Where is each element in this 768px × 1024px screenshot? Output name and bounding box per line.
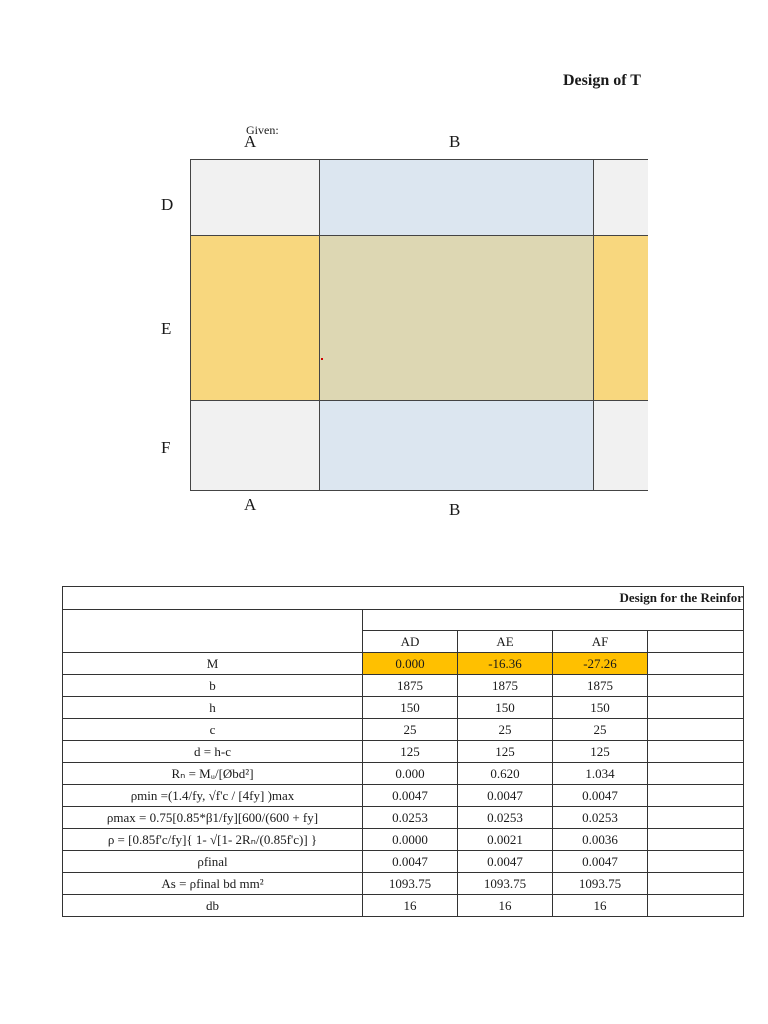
value-cell: 25 bbox=[363, 719, 458, 741]
value-cell: 1875 bbox=[553, 675, 648, 697]
table-row bbox=[63, 719, 744, 741]
table-row bbox=[63, 873, 744, 895]
value-cell-empty bbox=[648, 719, 744, 741]
column-header: AF bbox=[553, 631, 648, 653]
row-label: ρmin =(1.4/fy, √f'c / [4fy] )max bbox=[63, 785, 363, 807]
value-cell-empty bbox=[648, 653, 744, 675]
given-label: Given: bbox=[246, 123, 279, 137]
value-cell: 0.0047 bbox=[553, 851, 648, 873]
header-blank-span bbox=[363, 610, 744, 631]
reinforcement-design-table bbox=[62, 586, 744, 917]
value-cell-empty bbox=[648, 763, 744, 785]
row-label: ρfinal bbox=[63, 851, 363, 873]
value-cell: 1.034 bbox=[553, 763, 648, 785]
value-cell: 0.0047 bbox=[553, 785, 648, 807]
top-label-a: A bbox=[244, 132, 257, 151]
column-header: AE bbox=[458, 631, 553, 653]
value-cell: -16.36 bbox=[458, 653, 553, 675]
panel-cd bbox=[593, 159, 648, 236]
value-cell: 16 bbox=[458, 895, 553, 917]
table-row bbox=[63, 653, 744, 675]
value-cell: 1875 bbox=[458, 675, 553, 697]
value-cell: 0.000 bbox=[363, 653, 458, 675]
value-cell: 25 bbox=[553, 719, 648, 741]
value-cell: 0.0047 bbox=[458, 851, 553, 873]
table-title-row bbox=[63, 587, 744, 610]
row-label: M bbox=[63, 653, 363, 675]
table-row bbox=[63, 851, 744, 873]
value-cell-empty bbox=[648, 675, 744, 697]
row-label: ρ = [0.85f'c/fy]{ 1- √[1- 2Rₙ/(0.85f'c)] } bbox=[63, 829, 363, 851]
value-cell-empty bbox=[648, 807, 744, 829]
panel-af bbox=[190, 400, 320, 491]
row-label-f: F bbox=[161, 438, 171, 457]
table-row bbox=[63, 675, 744, 697]
value-cell-empty bbox=[648, 785, 744, 807]
row-label: c bbox=[63, 719, 363, 741]
table-row bbox=[63, 895, 744, 917]
document-title: Design of T bbox=[563, 72, 641, 89]
value-cell-empty bbox=[648, 851, 744, 873]
bottom-label-a: A bbox=[244, 495, 257, 514]
value-cell: 0.0253 bbox=[458, 807, 553, 829]
value-cell: 1875 bbox=[363, 675, 458, 697]
row-label: db bbox=[63, 895, 363, 917]
table-row bbox=[63, 741, 744, 763]
value-cell: 16 bbox=[553, 895, 648, 917]
value-cell: 16 bbox=[363, 895, 458, 917]
value-cell-empty bbox=[648, 895, 744, 917]
value-cell: 0.0021 bbox=[458, 829, 553, 851]
table-row bbox=[63, 697, 744, 719]
value-cell: -27.26 bbox=[553, 653, 648, 675]
row-label: ρmax = 0.75[0.85*β1/fy][600/(600 + fy] bbox=[63, 807, 363, 829]
table-row bbox=[63, 763, 744, 785]
value-cell: 0.0000 bbox=[363, 829, 458, 851]
header-blank-cell bbox=[63, 610, 363, 653]
value-cell-empty bbox=[648, 697, 744, 719]
value-cell-empty bbox=[648, 741, 744, 763]
row-label-d: D bbox=[161, 195, 174, 214]
row-label-e: E bbox=[161, 319, 172, 338]
top-label-b: B bbox=[449, 132, 461, 151]
value-cell: 0.0047 bbox=[363, 785, 458, 807]
table-title: Design for the Reinfor bbox=[619, 590, 744, 605]
table-blank-row bbox=[63, 610, 744, 631]
table-row bbox=[63, 807, 744, 829]
value-cell: 0.0047 bbox=[363, 851, 458, 873]
value-cell: 0.000 bbox=[363, 763, 458, 785]
value-cell: 25 bbox=[458, 719, 553, 741]
row-label: Rₙ = Mᵤ/[Øbd²] bbox=[63, 763, 363, 785]
column-header: AD bbox=[363, 631, 458, 653]
value-cell: 0.0036 bbox=[553, 829, 648, 851]
panel-ad bbox=[190, 159, 320, 236]
value-cell: 125 bbox=[458, 741, 553, 763]
row-label: d = h-c bbox=[63, 741, 363, 763]
marker-dot bbox=[321, 358, 323, 360]
row-label: h bbox=[63, 697, 363, 719]
panel-be bbox=[319, 235, 594, 401]
panel-ce bbox=[593, 235, 648, 401]
value-cell: 150 bbox=[363, 697, 458, 719]
value-cell: 0.620 bbox=[458, 763, 553, 785]
design-table-container bbox=[62, 586, 744, 917]
column-header-empty bbox=[648, 631, 744, 653]
value-cell: 0.0253 bbox=[363, 807, 458, 829]
value-cell: 0.0047 bbox=[458, 785, 553, 807]
value-cell: 0.0253 bbox=[553, 807, 648, 829]
table-row bbox=[63, 785, 744, 807]
bottom-label-b: B bbox=[449, 500, 461, 519]
value-cell-empty bbox=[648, 829, 744, 851]
value-cell: 1093.75 bbox=[458, 873, 553, 895]
value-cell-empty bbox=[648, 873, 744, 895]
row-label: As = ρfinal bd mm² bbox=[63, 873, 363, 895]
panel-ae bbox=[190, 235, 320, 401]
value-cell: 1093.75 bbox=[553, 873, 648, 895]
value-cell: 125 bbox=[553, 741, 648, 763]
table-row bbox=[63, 829, 744, 851]
value-cell: 150 bbox=[458, 697, 553, 719]
panel-bd bbox=[319, 159, 594, 236]
value-cell: 150 bbox=[553, 697, 648, 719]
panel-bf bbox=[319, 400, 594, 491]
row-label: b bbox=[63, 675, 363, 697]
value-cell: 1093.75 bbox=[363, 873, 458, 895]
value-cell: 125 bbox=[363, 741, 458, 763]
panel-cf bbox=[593, 400, 648, 491]
